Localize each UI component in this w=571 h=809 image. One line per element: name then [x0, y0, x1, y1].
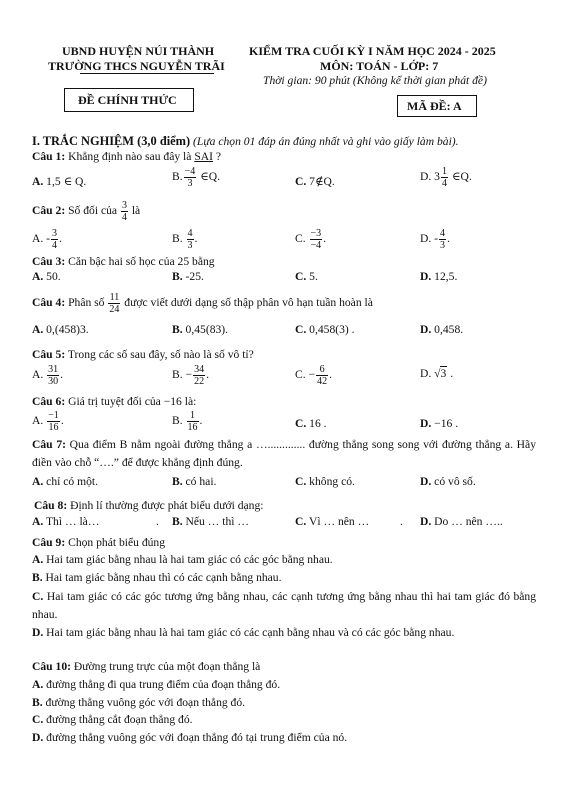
q6-b-den: 16	[187, 422, 198, 433]
q5-b-num: 34	[194, 364, 205, 375]
q1-option-c: C. 7∉Q.	[295, 175, 335, 188]
exam-subject: MÔN: TOÁN - LỚP: 7	[320, 59, 439, 73]
section-instruction: (Lựa chọn 01 đáp án đúng nhất và ghi vào giấy làm bài).	[190, 135, 459, 148]
question-3	[32, 255, 532, 268]
q2-c-fraction	[310, 228, 323, 251]
q5-a-num: 31	[48, 364, 59, 375]
q2-c-letter: C.	[295, 232, 309, 246]
q2-c-num: −3	[310, 228, 322, 239]
q4-option-a: A. 0,(458)3.	[32, 323, 89, 336]
q5-a-fraction	[47, 364, 59, 387]
q7-option-b: B. có hai.	[172, 475, 217, 488]
exam-code-label: MÃ ĐỀ: A	[407, 99, 462, 113]
question-4	[32, 292, 532, 315]
q5-b-den: 22	[194, 376, 205, 387]
q6-option-a: A. $\frac{-1}{16}$ .	[32, 410, 64, 433]
q1-option-b-letter: B.	[172, 170, 183, 184]
q3-option-b: B. -25.	[172, 270, 204, 283]
question-7	[32, 436, 536, 471]
q1-b-numerator: −4	[184, 166, 196, 177]
q6-option-b: B. $\frac{1}{16}$ .	[172, 410, 203, 433]
q9-option-d: D. Hai tam giác bằng nhau là hai tam giác có các cạnh bằng nhau và có các góc bằng nhau.	[32, 626, 455, 639]
q1-b-denominator: 3	[187, 178, 193, 189]
question-4-fraction	[108, 292, 120, 315]
q9-option-a: A. Hai tam giác bằng nhau là hai tam giác có các góc bằng nhau.	[32, 553, 333, 566]
q5-option-c: C. − $\frac{6}{42}$ .	[295, 364, 332, 387]
section-title	[32, 134, 532, 149]
q1-option-d	[420, 166, 472, 189]
q2-d-num: 4	[440, 228, 446, 239]
q1-d-denominator: 4	[441, 178, 447, 189]
question-1-text: Khẳng định nào sau đây là	[65, 150, 195, 163]
question-2-text: Số đối của	[65, 204, 120, 218]
q1-option-b-fraction	[184, 166, 197, 189]
question-2-text-end: là	[128, 204, 141, 218]
question-8	[34, 499, 534, 512]
q6-a-den: 16	[48, 422, 59, 433]
question-10-text: Đường trung trực của một đoạn thẳng là	[70, 660, 261, 673]
q4-denominator: 24	[109, 304, 120, 315]
question-6	[32, 395, 532, 408]
q2-option-c: C. $\frac{-3}{-4}$ .	[295, 228, 327, 251]
q6-b-letter: B.	[172, 414, 186, 428]
q5-c-den: 42	[317, 376, 328, 387]
q1-d-numerator: 1	[441, 166, 447, 177]
q1-option-d-letter: D. 3	[420, 170, 440, 184]
exam-title: KIỂM TRA CUỐI KỲ I NĂM HỌC 2024 - 2025	[249, 44, 496, 58]
q2-option-a: A. - $\frac{3}{4}$ .	[32, 228, 62, 251]
question-7-label: Câu 7:	[32, 438, 66, 451]
q5-d-letter: D. √	[420, 367, 441, 380]
q3-option-a: A. 50.	[32, 270, 61, 283]
q2-numerator: 3	[121, 200, 127, 211]
q6-a-fraction	[47, 410, 60, 433]
question-7-text: Qua điểm B nằm ngoài đường thẳng a …............. đường thẳng song song với đường thẳng a. Hãy điền vào chỗ “….” để được khẳng định đúng.	[32, 438, 536, 469]
q2-d-fraction	[439, 228, 446, 251]
question-3-text: Căn bậc hai số học của 25 bằng	[65, 255, 215, 268]
q3-option-c: C. 5.	[295, 270, 318, 283]
q6-option-c: C. 16 .	[295, 417, 327, 430]
q7-option-c: C. không có.	[295, 475, 355, 488]
q6-b-num: 1	[187, 410, 199, 422]
question-10-label: Câu 10:	[32, 660, 71, 673]
official-exam-label: ĐỀ CHÍNH THỨC	[78, 93, 177, 107]
q2-d-den: 3	[440, 240, 446, 251]
q5-c-letter: C. −	[295, 368, 316, 382]
q8-sep-1: .	[156, 515, 159, 528]
q10-option-b: B. đường thẳng vuông góc với đoạn thẳng đó.	[32, 696, 246, 709]
question-5	[32, 348, 532, 361]
q1-option-a: A. 1,5 ∈ Q.	[32, 175, 87, 188]
q2-b-num: 4	[187, 228, 193, 239]
q2-a-fraction	[51, 228, 58, 251]
question-9	[32, 536, 532, 549]
question-1-label: Câu 1:	[32, 150, 66, 163]
question-6-text: Giá trị tuyệt đối của −16 là:	[65, 395, 197, 408]
question-4-text-end: được viết dưới dạng số thập phân vô hạn tuần hoàn là	[121, 296, 373, 310]
q9-option-c: C. Hai tam giác có các góc tương ứng bằng nhau, các cạnh tương ứng bằng nhau thì hai tam giác đó bằng nhau.	[32, 590, 536, 621]
q5-option-d: D. √3 .	[420, 367, 454, 380]
q10-option-d: D. đường thẳng vuông góc với đoạn thẳng đó tại trung điểm của nó.	[32, 731, 348, 744]
q10-option-a: A. đường thẳng đi qua trung điểm của đoạn thẳng đó.	[32, 678, 281, 691]
q5-a-den: 30	[48, 376, 59, 387]
q5-c-fraction	[316, 364, 328, 387]
question-4-label: Câu 4:	[32, 296, 66, 310]
question-2-fraction	[121, 200, 128, 223]
q5-option-b: B. − $\frac{34}{22}$ .	[172, 364, 209, 387]
q2-a-den: 4	[52, 240, 58, 251]
q4-option-b: B. 0,45(83).	[172, 323, 229, 336]
school-name: TRƯỜNG THCS NGUYỄN TRÃI	[48, 59, 225, 73]
question-1	[32, 150, 532, 163]
q2-denominator: 4	[121, 212, 127, 223]
question-1-sai: SAI	[194, 150, 213, 163]
section-heading: I. TRẮC NGHIỆM (3,0 điểm)	[32, 134, 191, 148]
q5-b-letter: B. −	[172, 368, 193, 382]
question-6-label: Câu 6:	[32, 395, 66, 408]
q4-option-c: C. 0,458(3) .	[295, 323, 355, 336]
q3-option-d: D. 12,5.	[420, 270, 458, 283]
q4-numerator: 11	[109, 292, 120, 303]
q6-a-num: −1	[48, 410, 59, 421]
q5-c-num: 6	[316, 364, 328, 376]
q2-d-letter: D. -	[420, 232, 439, 246]
q4-option-d: D. 0,458.	[420, 323, 464, 336]
q2-c-den: −4	[310, 240, 322, 251]
question-8-text: Định lí thường được phát biểu dưới dạng:	[67, 499, 264, 512]
q8-option-c: C. Vì … nên …	[295, 515, 370, 528]
q6-option-d: D. −16 .	[420, 417, 459, 430]
q2-b-fraction	[187, 228, 194, 251]
q1-option-d-end: ∈Q.	[448, 170, 472, 184]
q2-option-b: B. $\frac{4}{3}$ .	[172, 228, 198, 251]
question-9-text: Chọn phát biểu đúng	[65, 536, 166, 549]
school-name-underline	[80, 73, 214, 74]
q2-b-den: 3	[187, 240, 193, 251]
q8-option-b: B. Nếu … thì …	[172, 515, 249, 528]
q8-option-d: D. Do … nên …..	[420, 515, 503, 528]
school-district: UBND HUYỆN NÚI THÀNH	[62, 44, 215, 58]
question-10	[32, 660, 532, 673]
exam-duration: Thời gian: 90 phút (Không kể thời gian phát đề)	[263, 74, 487, 87]
question-3-label: Câu 3:	[32, 255, 66, 268]
question-1-text-end: ?	[213, 150, 222, 163]
q5-b-fraction	[193, 364, 205, 387]
q1-option-b	[172, 166, 220, 189]
question-4-text: Phân số	[65, 296, 108, 310]
q8-option-a: A. Thì … là…	[32, 515, 100, 528]
q9-option-b: B. Hai tam giác bằng nhau thì có các cạnh bằng nhau.	[32, 571, 282, 584]
q1-option-d-fraction	[441, 166, 448, 189]
q1-option-b-end: ∈Q.	[197, 170, 221, 184]
q2-option-d: D. - $\frac{4}{3}$ .	[420, 228, 450, 251]
q6-a-letter: A.	[32, 414, 47, 428]
q8-sep-2: .	[400, 515, 403, 528]
q2-a-letter: A. -	[32, 232, 51, 246]
q7-option-a: A. chỉ có một.	[32, 475, 99, 488]
q7-option-d: D. có vô số.	[420, 475, 476, 488]
question-9-label: Câu 9:	[32, 536, 66, 549]
question-2	[32, 200, 532, 223]
question-8-label: Câu 8:	[34, 499, 68, 512]
q10-option-c: C. đường thẳng cắt đoạn thẳng đó.	[32, 713, 193, 726]
q6-b-fraction	[187, 410, 199, 433]
question-2-label: Câu 2:	[32, 204, 66, 218]
q5-d-radicand: 3	[440, 367, 447, 380]
question-5-label: Câu 5:	[32, 348, 66, 361]
question-5-text: Trong các số sau đây, số nào là số vô tỉ?	[65, 348, 254, 361]
q2-b-letter: B.	[172, 232, 186, 246]
q2-a-num: 3	[52, 228, 58, 239]
q5-a-letter: A.	[32, 368, 47, 382]
q5-option-a: A. $\frac{31}{30}$ .	[32, 364, 64, 387]
